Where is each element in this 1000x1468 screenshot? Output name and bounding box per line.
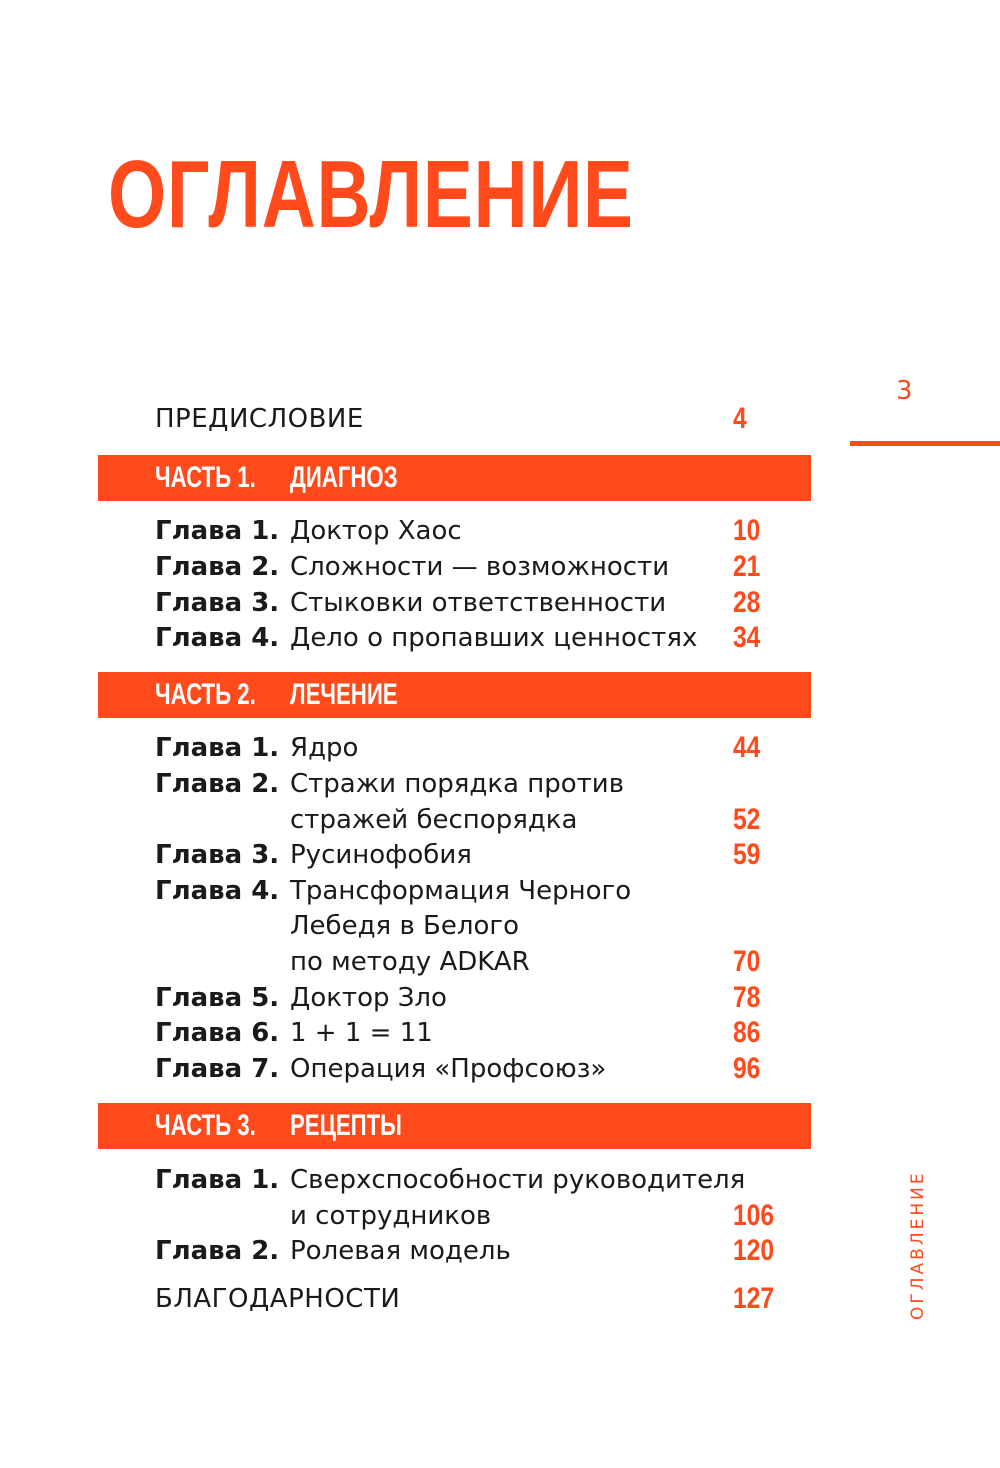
- page-title: ОГЛАВЛЕНИЕ: [108, 141, 634, 248]
- part-2-label: ЧАСТЬ 2.: [155, 678, 256, 711]
- chapter-label: Глава 2.: [155, 552, 280, 582]
- chapter-title-continued: Лебедя в Белого: [290, 911, 519, 941]
- chapter-label: Глава 6.: [155, 1018, 280, 1048]
- part-2-title: ЛЕЧЕНИЕ: [290, 678, 398, 711]
- toc-entry-part1-ch4[interactable]: [0, 620, 1000, 656]
- chapter-title: Дело о пропавших ценностях: [290, 623, 698, 653]
- chapter-label: Глава 1.: [155, 1165, 280, 1195]
- toc-entry-part2-ch6[interactable]: [0, 1015, 1000, 1051]
- chapter-label: Глава 3.: [155, 840, 280, 870]
- running-head: ОГЛАВЛЕНИЕ: [908, 1170, 928, 1320]
- chapter-page: 78: [733, 981, 761, 1014]
- chapter-label: Глава 5.: [155, 983, 280, 1013]
- chapter-title: Ядро: [290, 733, 359, 763]
- toc-entry-part2-ch4-cont1[interactable]: [0, 908, 1000, 944]
- chapter-title: Русинофобия: [290, 840, 472, 870]
- toc-entry-acknowledgements[interactable]: [0, 1281, 1000, 1317]
- chapter-title: Сложности — возможности: [290, 552, 670, 582]
- toc-entry-part2-ch2[interactable]: [0, 766, 1000, 802]
- chapter-title: Ролевая модель: [290, 1236, 511, 1266]
- toc-entry-part3-ch1-cont[interactable]: [0, 1198, 1000, 1234]
- part-3-band[interactable]: [98, 1103, 811, 1149]
- toc-entry-part3-ch2[interactable]: [0, 1233, 1000, 1269]
- chapter-page: 59: [733, 838, 761, 871]
- toc-entry-part2-ch4[interactable]: [0, 873, 1000, 909]
- chapter-page: 21: [733, 550, 761, 583]
- chapter-page: 28: [733, 586, 761, 619]
- chapter-label: Глава 4.: [155, 876, 280, 906]
- chapter-title: 1 + 1 = 11: [290, 1018, 433, 1048]
- preface-label: ПРЕДИСЛОВИЕ: [155, 404, 364, 434]
- chapter-title: Трансформация Черного: [290, 876, 632, 906]
- chapter-page: 34: [733, 621, 761, 654]
- chapter-title-continued: стражей беспорядка: [290, 805, 578, 835]
- toc-entry-part1-ch2[interactable]: [0, 549, 1000, 585]
- chapter-page: 10: [733, 514, 761, 547]
- toc-entry-part1-ch1[interactable]: [0, 513, 1000, 549]
- toc-entry-part2-ch1[interactable]: [0, 730, 1000, 766]
- chapter-title: Доктор Хаос: [290, 516, 462, 546]
- chapter-page: 86: [733, 1016, 761, 1049]
- toc-entry-part2-ch3[interactable]: [0, 837, 1000, 873]
- part-3-title: РЕЦЕПТЫ: [290, 1109, 402, 1142]
- page-number-rule: [850, 441, 1000, 446]
- part-2-band[interactable]: [98, 672, 811, 718]
- preface-page: 4: [733, 402, 747, 435]
- toc-entry-preface[interactable]: [0, 401, 1000, 437]
- page-number: 3: [896, 376, 913, 406]
- toc-entry-part3-ch1[interactable]: [0, 1162, 1000, 1198]
- chapter-label: Глава 2.: [155, 769, 280, 799]
- chapter-label: Глава 3.: [155, 588, 280, 618]
- toc-entry-part2-ch7[interactable]: [0, 1051, 1000, 1087]
- chapter-title: Стыковки ответственности: [290, 588, 667, 618]
- part-1-band[interactable]: [98, 455, 811, 501]
- part-1-label: ЧАСТЬ 1.: [155, 461, 256, 494]
- chapter-label: Глава 1.: [155, 516, 280, 546]
- chapter-title: Стражи порядка против: [290, 769, 625, 799]
- acknowledgements-page: 127: [733, 1282, 775, 1315]
- chapter-page: 52: [733, 803, 761, 836]
- toc-entry-part2-ch5[interactable]: [0, 980, 1000, 1016]
- chapter-page: 120: [733, 1234, 775, 1267]
- part-3-label: ЧАСТЬ 3.: [155, 1109, 256, 1142]
- part-1-title: ДИАГНОЗ: [290, 461, 398, 494]
- toc-entry-part2-ch2-cont[interactable]: [0, 802, 1000, 838]
- chapter-label: Глава 4.: [155, 623, 280, 653]
- chapter-page: 96: [733, 1052, 761, 1085]
- acknowledgements-label: БЛАГОДАРНОСТИ: [155, 1284, 401, 1314]
- toc-entry-part2-ch4-cont2[interactable]: [0, 944, 1000, 980]
- chapter-page: 70: [733, 945, 761, 978]
- chapter-page: 106: [733, 1199, 775, 1232]
- chapter-label: Глава 2.: [155, 1236, 280, 1266]
- chapter-title: Доктор Зло: [290, 983, 447, 1013]
- chapter-title: Операция «Профсоюз»: [290, 1054, 607, 1084]
- chapter-title: Сверхспособности руководителя: [290, 1165, 746, 1195]
- chapter-title-continued: и сотрудников: [290, 1201, 492, 1231]
- chapter-label: Глава 7.: [155, 1054, 280, 1084]
- chapter-page: 44: [733, 731, 761, 764]
- chapter-label: Глава 1.: [155, 733, 280, 763]
- toc-entry-part1-ch3[interactable]: [0, 585, 1000, 621]
- chapter-title-continued: по методу ADKAR: [290, 947, 530, 977]
